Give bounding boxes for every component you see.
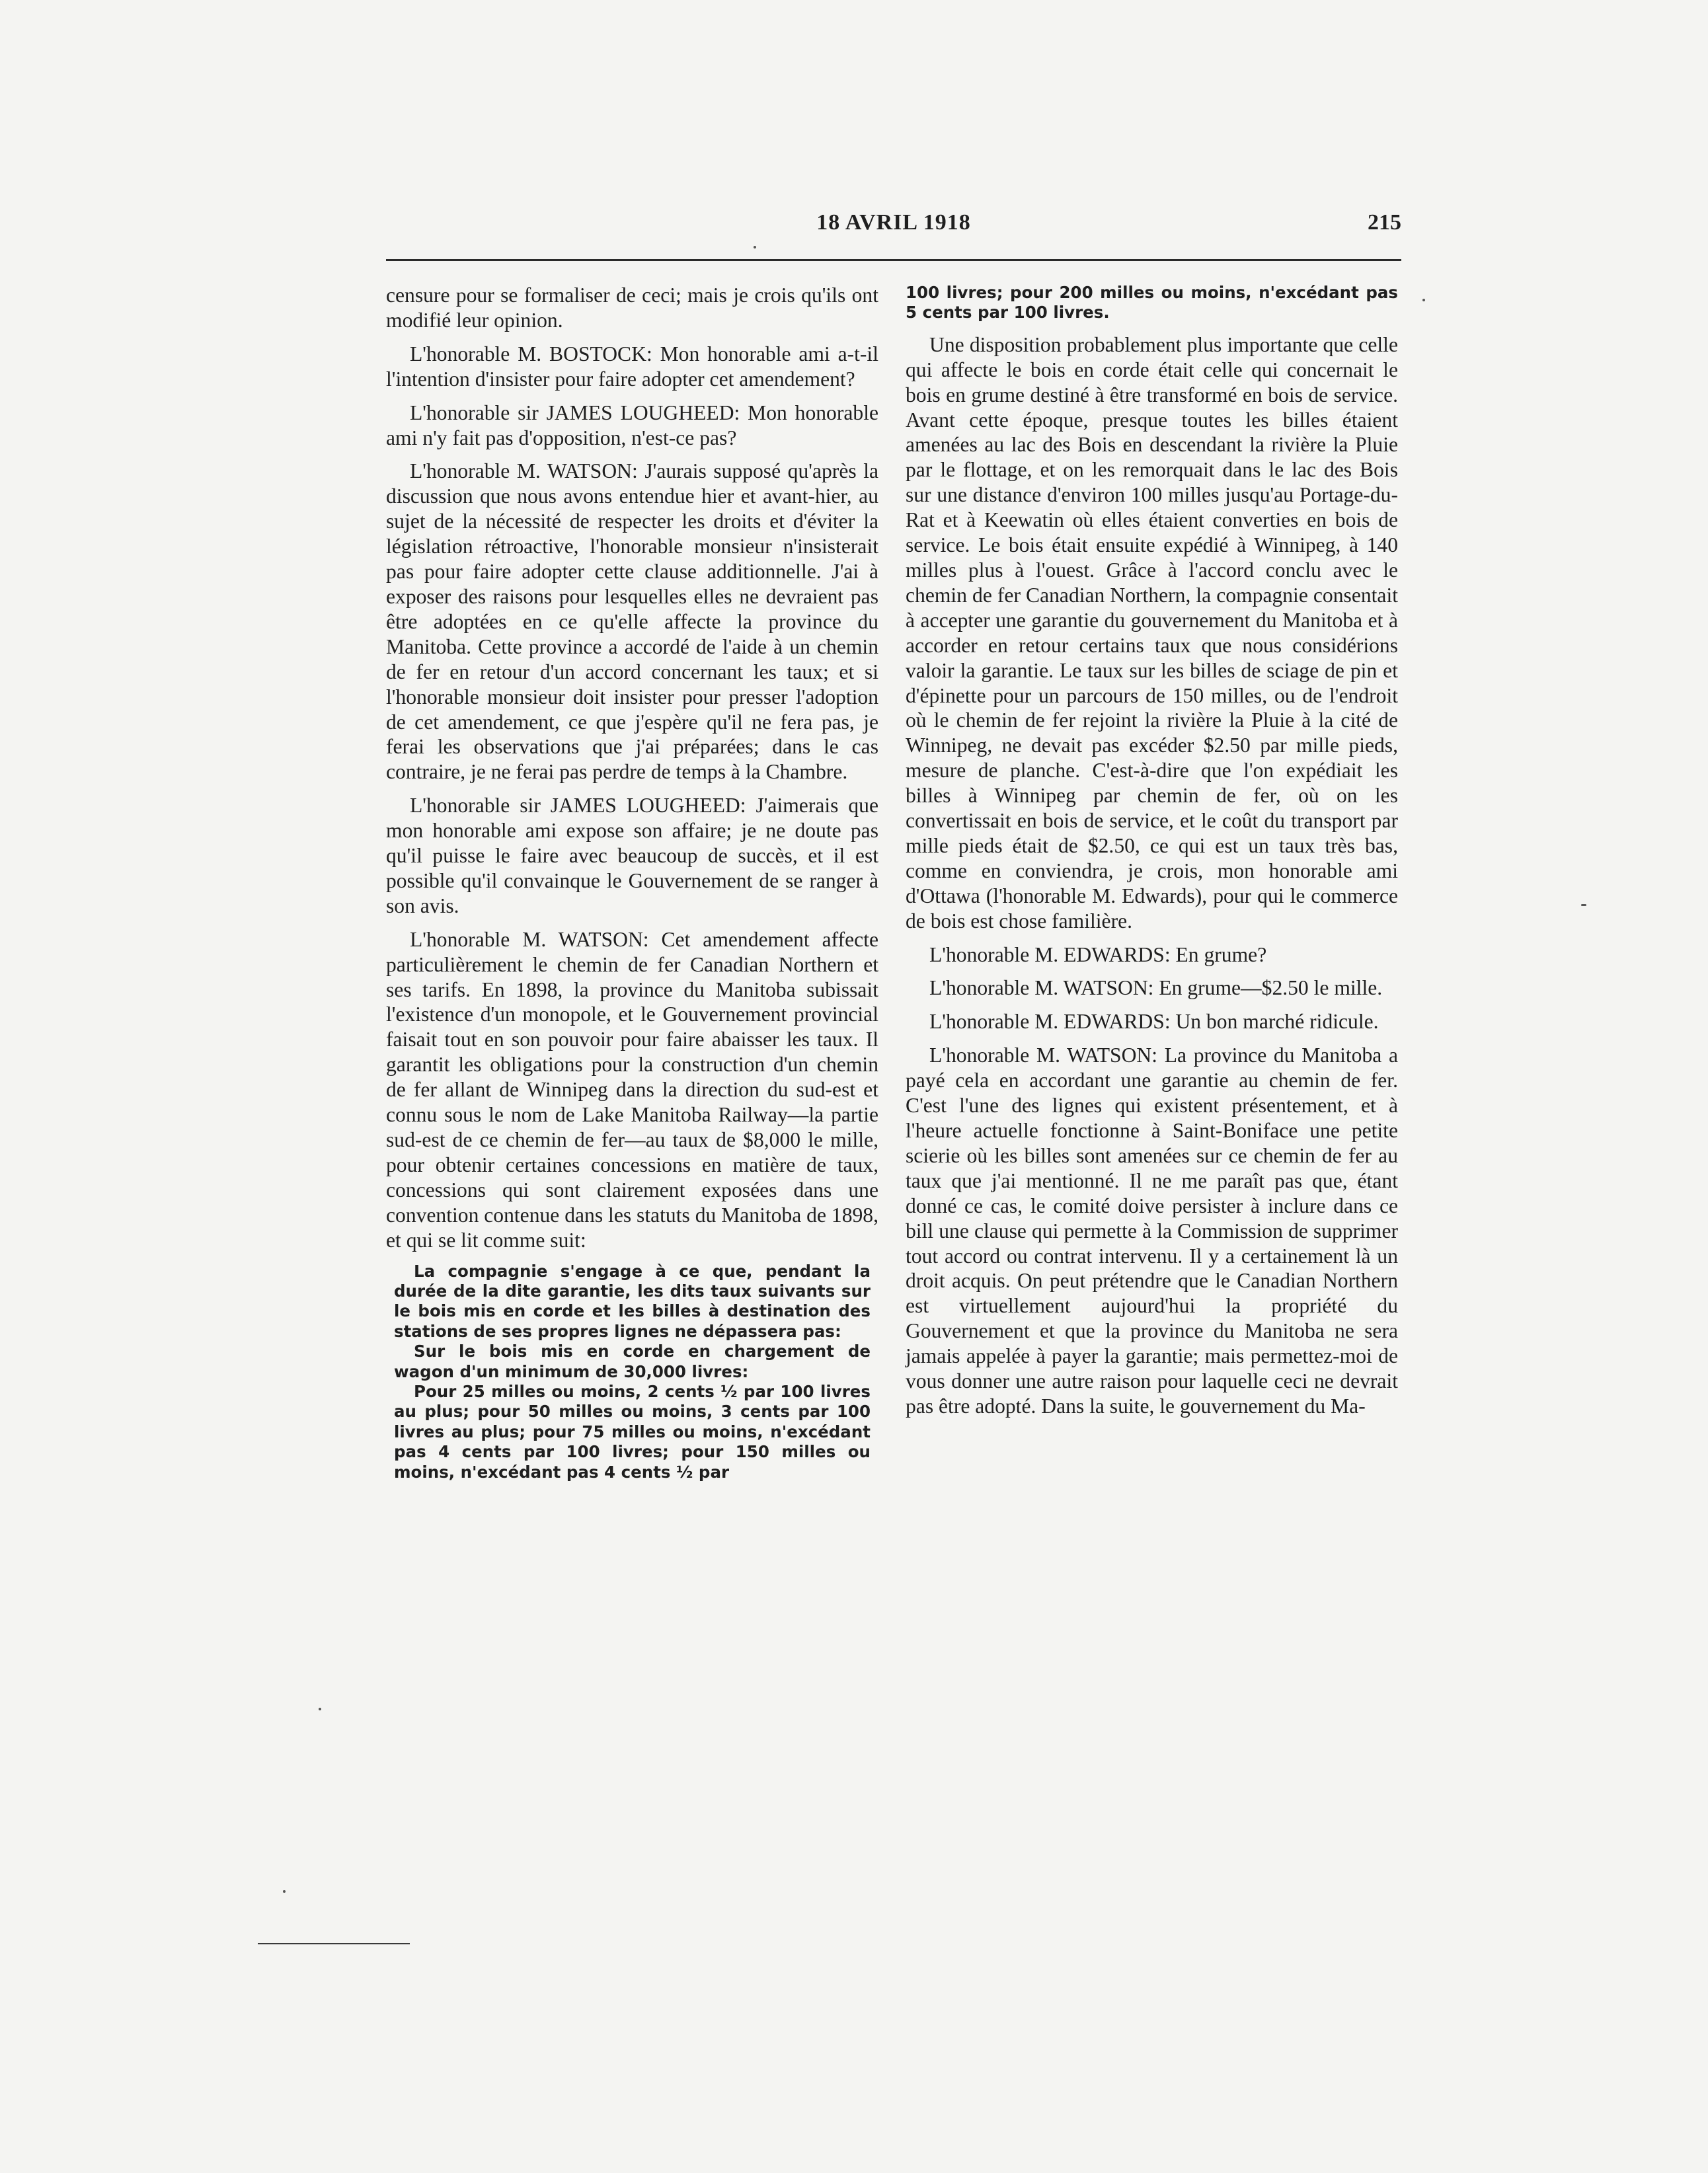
page-header (386, 210, 1401, 250)
page-number: 215 (1368, 210, 1401, 235)
quote-paragraph: La compagnie s'engage à ce que, pendant la durée de la dite garantie, les dits taux suivants sur le bois mis en corde et les billes à destination des stations de ses propres lignes ne dépassera pas: (394, 1261, 871, 1341)
paragraph: L'honorable M. WATSON: Cet amendement affecte particulièrement le chemin de fer Canadian Northern et ses tarifs. En 1898, la province du Manitoba subissait l'existence d'un monopole, et le Gouvernement provincial faisait tout en son pouvoir pour faire abaisser les taux. Il garantit les obligations pour la construction d'un chemin de fer allant de Winnipeg dans la direction du sud-est et connu sous le nom de Lake Manitoba Railway—la partie sud-est de ce chemin de fer—au taux de $8,000 le mille, pour obtenir certaines concessions en matière de taux, concessions qui sont clairement exposées dans une convention contenue dans les statuts du Manitoba de 1898, et qui se lit comme suit: (386, 927, 878, 1252)
paragraph: L'honorable M. WATSON: La province du Manitoba a payé cela en accordant une garantie au chemin de fer. C'est l'une des lignes qui existent présentement, et à l'heure actuelle fonctionne à Saint-Boniface une petite scierie où les billes sont amenées sur ce chemin de fer au taux que j'ai mentionné. Il ne me paraît pas que, étant donné ce cas, le comité doive persister à inclure dans ce bill une clause qui permette à la Commission de supprimer tout accord ou contrat intervenu. Il y a certainement là un droit acquis. On peut prétendre que le Canadian Northern est virtuellement aujourd'hui la propriété du Gouvernement et que la province du Manitoba ne sera jamais appelée à payer la garantie; mais permettez-moi de vous donner une autre raison pour laquelle ceci ne devrait pas être adopté. Dans la suite, le gouvernement du Ma- (906, 1044, 1398, 1418)
paragraph: L'honorable sir JAMES LOUGHEED: J'aimerais que mon honorable ami expose son affaire; je ne doute pas qu'il puisse le faire avec beaucoup de succès, et il est possible qu'il convainque le Gouvernement de se ranger à son avis. (386, 794, 878, 917)
paragraph: L'honorable sir JAMES LOUGHEED: Mon honorable ami n'y fait pas d'opposition, n'est-ce pas? (386, 400, 878, 449)
paragraph: L'honorable M. WATSON: En grume—$2.50 le mille. (929, 976, 1383, 1000)
paragraph: L'honorable M. EDWARDS: En grume? (929, 942, 1267, 966)
paragraph: L'honorable M. WATSON: J'aurais supposé qu'après la discussion que nous avons entendue hier et avant-hier, au sujet de la nécessité de respecter les droits et d'éviter la législation rétroactive, l'honorable monsieur n'insisterait pas pour faire adopter cette clause additionnelle. J'ai à exposer des raisons pour lesquelles elles ne devraient pas être adoptées en ce qu'elle affecte la province du Manitoba. Cette province a accordé de l'aide à un chemin de fer en retour d'un accord concernant les taux; et si l'honorable monsieur doit insister pour presser l'adoption de cet amendement, ce que j'espère qu'il ne fera pas, je ferai les observations que j'ai préparées; dans le cas contraire, je ne ferai pas perdre de temps à la Chambre. (386, 459, 878, 784)
scan-speck (754, 246, 756, 248)
paragraph: Une disposition probablement plus importante que celle qui affecte le bois en corde était celle qui concernait le bois en grume destiné à être transformé en bois de service. Avant cette époque, presque toutes les billes étaient amenées au lac des Bois en descendant la rivière la Pluie par le flottage, et on les remorquait dans le lac des Bois sur une distance d'environ 100 milles jusqu'au Portage-du-Rat et à Keewatin où elles étaient converties en bois de service. Le bois était ensuite expédié à Winnipeg, à 140 milles plus à l'ouest. Grâce à l'accord conclu avec le chemin de fer Canadian Northern, la compagnie consentait à accepter une garantie du gouvernement du Manitoba et à accorder en retour certains taux que nous considérions valoir la garantie. Le taux sur les billes de sciage de pin et d'épinette pour un parcours de 150 milles, ou de l'endroit où le chemin de fer rejoint la rivière la Pluie à la cité de Winnipeg, ne devait pas excéder $2.50 par mille pieds, mesure de planche. C'est-à-dire que l'on expédiait les billes à Winnipeg par chemin de fer, où on les convertissait en bois de service, et le coût du transport par mille pieds était de $2.50, ce qui est un taux très bas, comme en conviendra, je crois, mon honorable ami d'Ottawa (l'honorable M. Edwards), pour qui le commerce de bois est chose familière. (906, 332, 1398, 933)
paragraph: censure pour se formaliser de ceci; mais je crois qu'ils ont modifié leur opinion. (386, 284, 878, 332)
page-date: 18 AVRIL 1918 (816, 210, 971, 235)
quote-paragraph: Pour 25 milles ou moins, 2 cents ½ par 100 livres au plus; pour 50 milles ou moins, 3 cents par 100 livres au plus; pour 75 milles ou moins, n'excédant pas 4 cents par 100 livres; pour 150 milles ou moins, n'excédant pas 4 cents ½ par (394, 1381, 871, 1482)
scan-speck (1422, 299, 1425, 301)
paragraph: L'honorable M. BOSTOCK: Mon honorable ami a-t-il l'intention d'insister pour faire adopter cet amendement? (386, 342, 878, 391)
paragraph: L'honorable M. EDWARDS: Un bon marché ridicule. (929, 1010, 1379, 1034)
scan-speck (1581, 904, 1586, 906)
scan-speck (283, 1890, 286, 1893)
left-column (386, 283, 878, 1482)
header-rule (386, 259, 1401, 261)
footer-rule (258, 1943, 410, 1944)
statute-quote (386, 1262, 878, 1482)
right-column (906, 283, 1398, 1428)
quote-paragraph: Sur le bois mis en corde en chargement de wagon d'un minimum de 30,000 livres: (394, 1342, 871, 1381)
quote-continuation: 100 livres; pour 200 milles ou moins, n'excédant pas 5 cents par 100 livres. (906, 283, 1398, 323)
scan-speck (319, 1708, 321, 1710)
